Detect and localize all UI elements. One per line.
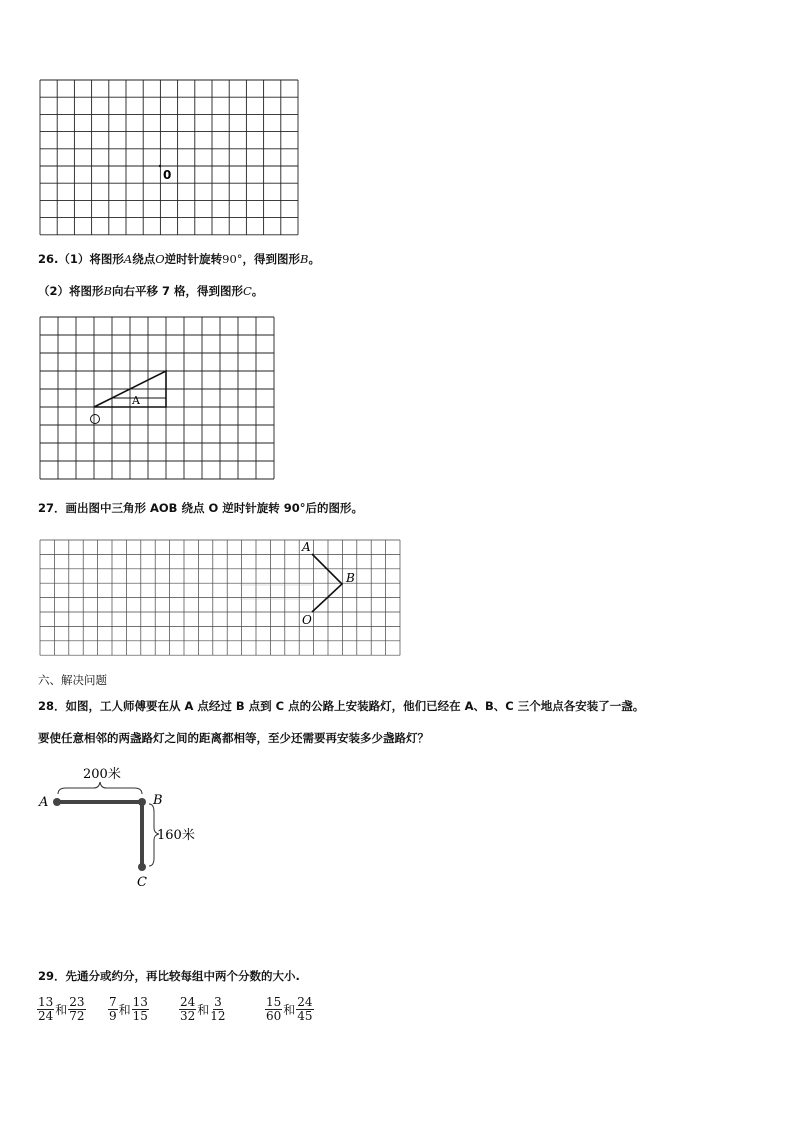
grid-3 [40,540,402,658]
distance-ab: 200米 [83,767,121,782]
question-26-part-2: （2）将图形B向右平移 7 格，得到图形C。 [38,284,264,298]
road-label-a: A [39,795,49,810]
figure-a-label: A [132,394,140,407]
section-6-title: 六、解决问题 [38,673,107,687]
road-label-c: C [137,875,147,890]
question-26-part-1: 26.（1）将图形A绕点O逆时针旋转90°，得到图形B。 [38,252,320,266]
grid-1 [40,80,300,236]
distance-bc: 160米 [157,828,195,843]
fraction-group-3: $\frac{24}{32}$ 和 $\frac{3}{12}$ [180,995,226,1023]
question-26-number: 26. [38,252,59,266]
point-o [91,415,100,424]
road-label-b: B [153,793,163,808]
fraction-group-1: $\frac{13}{24}$ 和 $\frac{23}{72}$ [38,995,85,1023]
triangle-label-b: B [346,571,355,585]
grid-2 [40,317,276,479]
fraction-group-4: $\frac{15}{60}$ 和 $\frac{24}{45}$ [266,995,313,1023]
triangle-label-o: O [302,613,312,627]
question-28-line-1: 28．如图，工人师傅要在从 A 点经过 B 点到 C 点的公路上安装路灯，他们已经在 A、B、C 三个地点各安装了一盏。 [38,699,645,713]
grid-1-point-label: 0 [163,168,172,182]
fraction-group-2: $\frac{7}{9}$ 和 $\frac{13}{15}$ [109,995,148,1023]
question-27-text: 27．画出图中三角形 AOB 绕点 O 逆时针旋转 90°后的图形。 [38,501,363,515]
triangle-label-a: A [302,540,311,554]
road-diagram [36,760,206,890]
question-28-line-2: 要使任意相邻的两盏路灯之间的距离都相等，至少还需要再安装多少盏路灯？ [38,731,429,745]
question-29-text: 29．先通分或约分，再比较每组中两个分数的大小. [38,969,300,983]
